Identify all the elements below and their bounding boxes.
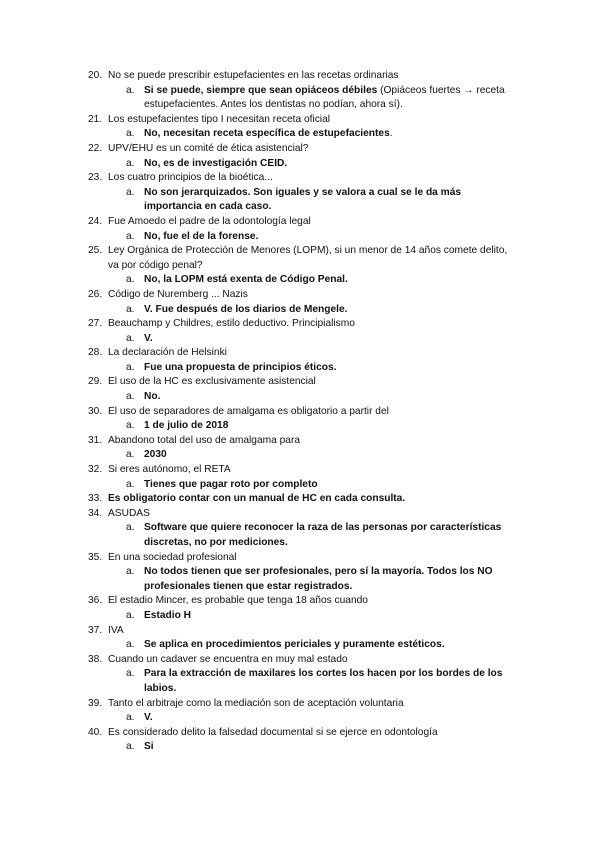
answer-text-bold: No, la LOPM está exenta de Código Penal. xyxy=(144,274,348,286)
answer-item xyxy=(88,419,518,434)
question-item xyxy=(88,551,518,566)
answer-item xyxy=(88,230,518,245)
answer-letter: a. xyxy=(126,449,135,461)
answer-text-bold: Para la extracción de maxilares los cortes los hacen por los bordes de los labios. xyxy=(144,668,503,694)
answer-item xyxy=(88,390,518,405)
answer-letter: a. xyxy=(126,478,135,490)
question-item xyxy=(88,171,518,186)
question-text: Los estupefacientes tipo I necesitan receta oficial xyxy=(108,113,330,125)
answer-text-bold: Software que quiere reconocer la raza de las personas por características discretas, no por mediciones. xyxy=(144,522,502,548)
answer-letter: a. xyxy=(126,128,135,140)
question-number: 24. xyxy=(88,215,103,227)
answer-text-bold: Tienes que pagar roto por completo xyxy=(144,478,318,490)
answer-letter: a. xyxy=(126,522,135,534)
answer-text-bold: Se aplica en procedimientos periciales y puramente estéticos. xyxy=(144,639,445,651)
question-item xyxy=(88,434,518,449)
answer-item xyxy=(88,565,518,594)
answer-letter: a. xyxy=(126,303,135,315)
question-number: 33. xyxy=(88,493,103,505)
question-item xyxy=(88,244,518,273)
answer-text-bold: V. xyxy=(144,332,153,344)
question-text: Ley Orgánica de Protección de Menores (LOPM), si un menor de 14 años comete delito, va por código penal? xyxy=(108,245,508,271)
question-text: Beauchamp y Childres, estilo deductivo. Principialismo xyxy=(108,318,355,330)
answer-item xyxy=(88,361,518,376)
answer-text-bold: No, fue el de la forense. xyxy=(144,230,259,242)
answer-item xyxy=(88,332,518,347)
question-item xyxy=(88,375,518,390)
question-item xyxy=(88,215,518,230)
question-item xyxy=(88,492,518,507)
question-text: No se puede prescribir estupefacientes en las recetas ordinarias xyxy=(108,70,399,81)
question-number: 30. xyxy=(88,405,103,417)
answer-item xyxy=(88,157,518,172)
answer-letter: a. xyxy=(126,230,135,242)
question-number: 40. xyxy=(88,726,103,738)
question-number: 34. xyxy=(88,507,103,519)
answer-item xyxy=(88,609,518,624)
question-text: Los cuatro principios de la bioética... xyxy=(108,172,273,184)
answer-letter: a. xyxy=(126,566,135,578)
answer-item xyxy=(88,127,518,142)
answer-letter: a. xyxy=(126,84,135,96)
question-item xyxy=(88,594,518,609)
question-text-bold: Es obligatorio contar con un manual de HC en cada consulta. xyxy=(108,493,406,505)
question-number: 26. xyxy=(88,288,103,300)
answer-letter: a. xyxy=(126,741,135,753)
question-item xyxy=(88,507,518,522)
question-item xyxy=(88,142,518,157)
question-number: 21. xyxy=(88,113,103,125)
answer-text-bold: No todos tienen que ser profesionales, pero sí la mayoría. Todos los NO profesionales tienen que estar registrados. xyxy=(144,566,493,592)
answer-item xyxy=(88,478,518,493)
question-number: 32. xyxy=(88,464,103,476)
answer-text-note: . xyxy=(389,128,393,140)
question-text: Abandono total del uso de amalgama para xyxy=(108,434,301,446)
question-number: 36. xyxy=(88,595,103,607)
question-number: 20. xyxy=(88,70,103,81)
question-number: 23. xyxy=(88,172,103,184)
question-text: Es considerado delito la falsedad documental si se ejerce en odontología xyxy=(108,726,438,738)
question-number: 27. xyxy=(88,318,103,330)
answer-item xyxy=(88,448,518,463)
question-item xyxy=(88,317,518,332)
answer-item xyxy=(88,711,518,726)
question-item xyxy=(88,624,518,639)
answer-item xyxy=(88,273,518,288)
answer-text-bold: No, es de investigación CEID. xyxy=(144,157,288,169)
question-item xyxy=(88,653,518,668)
answer-text-bold: Fue una propuesta de principios éticos. xyxy=(144,361,337,373)
answer-item xyxy=(88,521,518,550)
answer-text-bold: No, necesitan receta específica de estupefacientes xyxy=(144,128,390,140)
question-item xyxy=(88,288,518,303)
question-text: Código de Nuremberg ... Nazis xyxy=(108,288,248,300)
question-number: 28. xyxy=(88,347,103,359)
answer-text-note: (Opiáceos fuertes → receta estupefacientes. Antes los dentistas no podían, ahora sí). xyxy=(144,84,505,111)
question-text: Tanto el arbitraje como la mediación son de aceptación voluntaria xyxy=(108,697,404,709)
question-list xyxy=(88,69,518,755)
answer-item xyxy=(88,667,518,696)
answer-item xyxy=(88,638,518,653)
answer-text-bold: Si se puede, siempre que sean opiáceos débiles xyxy=(144,84,378,96)
question-item xyxy=(88,697,518,712)
question-text: IVA xyxy=(108,624,124,636)
question-text: UPV/EHU es un comité de ética asistencial? xyxy=(108,142,309,154)
answer-item xyxy=(88,740,518,755)
question-text: El uso de separadores de amalgama es obligatorio a partir del xyxy=(108,405,389,417)
question-number: 39. xyxy=(88,697,103,709)
answer-letter: a. xyxy=(126,668,135,680)
answer-letter: a. xyxy=(126,332,135,344)
question-text: ASUDAS xyxy=(108,507,150,519)
answer-letter: a. xyxy=(126,639,135,651)
question-number: 37. xyxy=(88,624,103,636)
question-number: 35. xyxy=(88,551,103,563)
question-item xyxy=(88,405,518,420)
answer-letter: a. xyxy=(126,420,135,432)
question-number: 22. xyxy=(88,142,103,154)
answer-text-bold: 1 de julio de 2018 xyxy=(144,420,229,432)
answer-item xyxy=(88,303,518,318)
answer-letter: a. xyxy=(126,361,135,373)
question-item xyxy=(88,726,518,741)
answer-item xyxy=(88,186,518,215)
question-number: 29. xyxy=(88,376,103,388)
question-item xyxy=(88,346,518,361)
question-item xyxy=(88,69,518,84)
question-text: El uso de la HC es exclusivamente asistencial xyxy=(108,376,316,388)
answer-letter: a. xyxy=(126,186,135,198)
question-text: El estadio Mincer, es probable que tenga 18 años cuando xyxy=(108,595,368,607)
question-text: En una sociedad profesional xyxy=(108,551,237,563)
answer-letter: a. xyxy=(126,157,135,169)
answer-text-bold: V. xyxy=(144,712,153,724)
question-number: 38. xyxy=(88,653,103,665)
answer-text-bold: No. xyxy=(144,391,161,403)
answer-text-bold: No son jerarquizados. Son iguales y se valora a cual se le da más importancia en cada caso. xyxy=(144,186,462,213)
question-number: 25. xyxy=(88,245,103,257)
question-text: La declaración de Helsinki xyxy=(108,347,227,359)
answer-text-bold: 2030 xyxy=(144,449,167,461)
answer-letter: a. xyxy=(126,274,135,286)
question-item xyxy=(88,463,518,478)
answer-letter: a. xyxy=(126,712,135,724)
question-text: Si eres autónomo, el RETA xyxy=(108,464,231,476)
question-text: Fue Amoedo el padre de la odontología legal xyxy=(108,215,311,227)
answer-text-bold: Si xyxy=(144,741,154,753)
question-number: 31. xyxy=(88,434,103,446)
answer-text-bold: Estadio H xyxy=(144,609,191,621)
answer-letter: a. xyxy=(126,609,135,621)
answer-item xyxy=(88,84,518,113)
question-text: Cuando un cadaver se encuentra en muy mal estado xyxy=(108,653,348,665)
answer-text-bold: V. Fue después de los diarios de Mengele. xyxy=(144,303,348,315)
answer-letter: a. xyxy=(126,391,135,403)
question-item xyxy=(88,113,518,128)
